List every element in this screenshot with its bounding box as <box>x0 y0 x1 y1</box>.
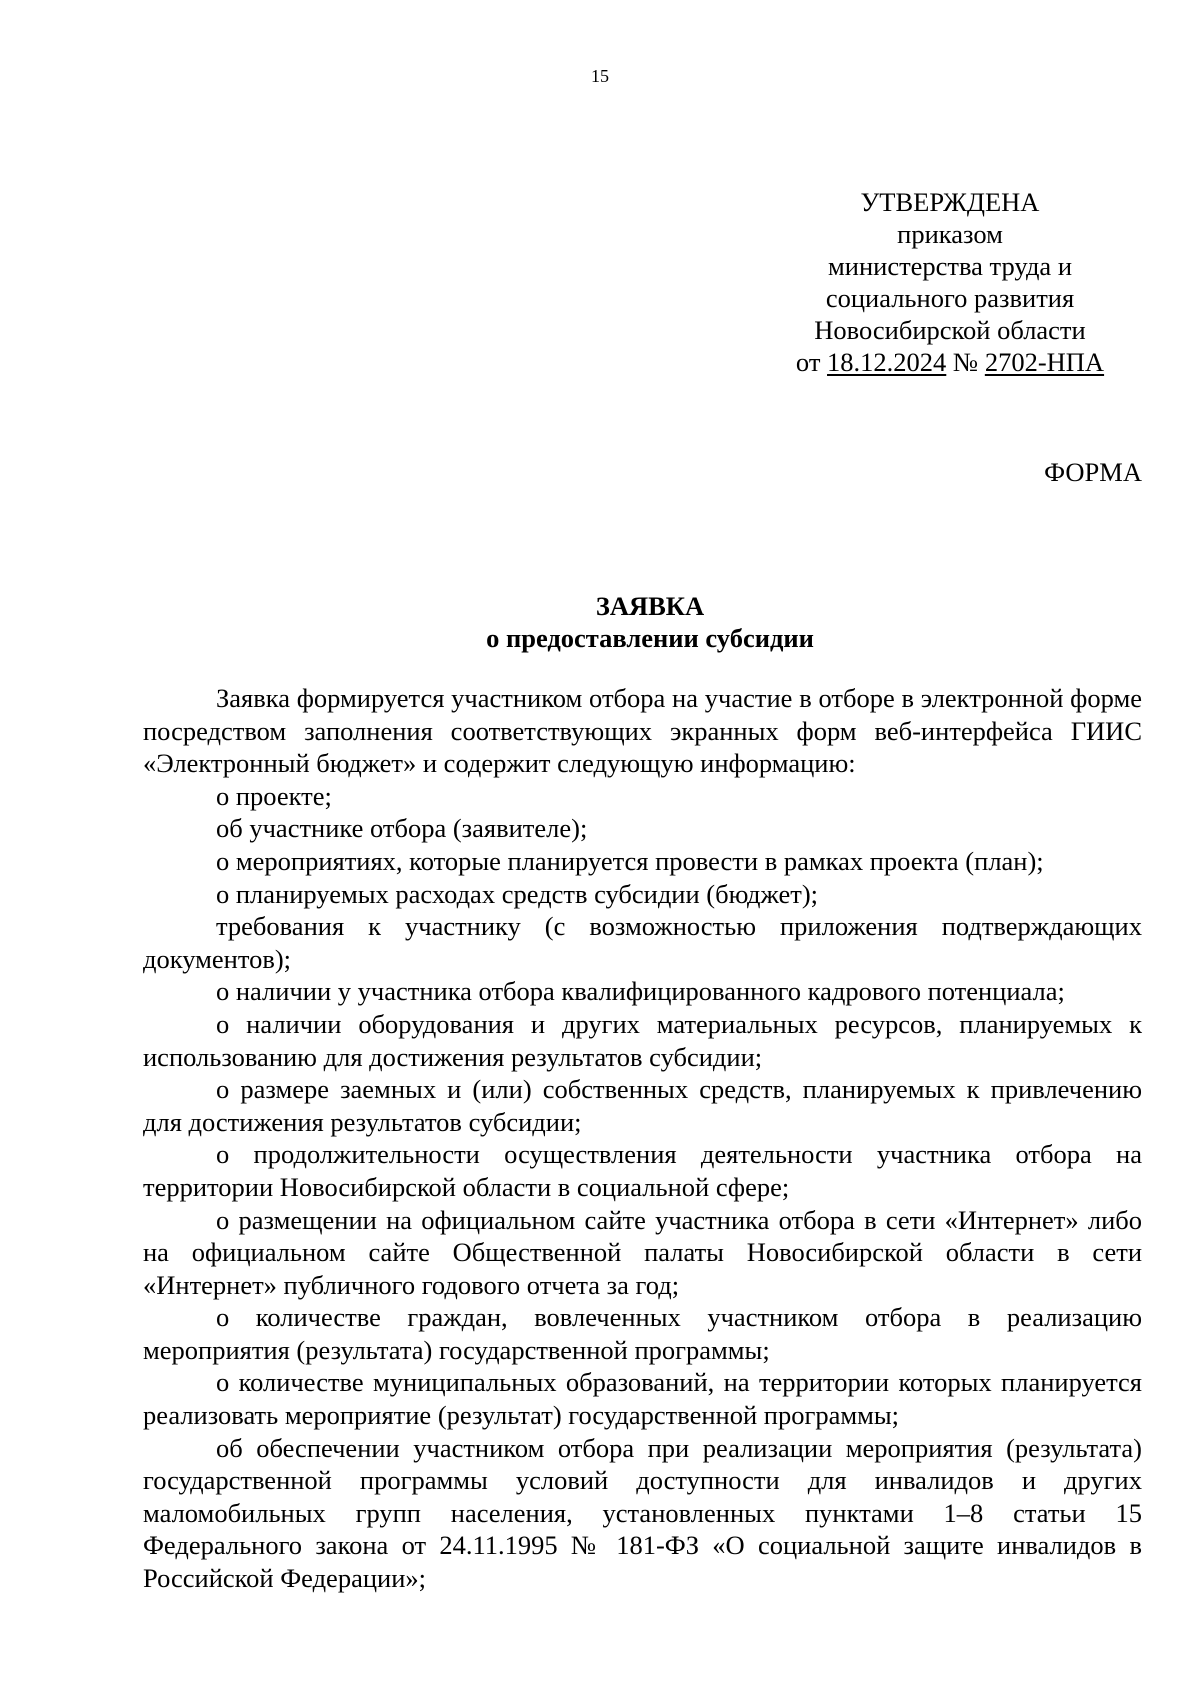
list-item: об участнике отбора (заявителе); <box>216 813 588 844</box>
list-item: о наличии оборудования и других материальных ресурсов, планируемых к использованию для достижения результатов субсидии; <box>143 1008 1142 1072</box>
approval-number: 2702-НПА <box>984 347 1105 377</box>
approval-status: УТВЕРЖДЕНА <box>860 187 1040 217</box>
page-number: 15 <box>591 66 609 86</box>
list-item: о продолжительности осуществления деятельности участника отбора на территории Новосибирской области в социальной сфере; <box>143 1139 1142 1202</box>
approval-date: 18.12.2024 <box>827 347 947 377</box>
approval-number-sign: № <box>946 347 985 377</box>
list-item: о мероприятиях, которые планируется провести в рамках проекта (план); <box>216 845 1044 876</box>
list-item: о размещении на официальном сайте участника отбора в сети «Интернет» либо на официальном сайте Общественной палаты Новосибирской области в сети «Интернет» публичного годового отчета за год; <box>143 1204 1142 1300</box>
approval-date-prefix: от <box>795 347 828 377</box>
list-item: о планируемых расходах средств субсидии (бюджет); <box>216 878 819 909</box>
list-item: об обеспечении участником отбора при реализации мероприятия (результата) государственной программы условий доступности для инвалидов и других маломобильных групп населения, установленных пунктами 1–8 статьи 15 Федерального закона от 24.11.1995 № 181-ФЗ «О социальной защите инвалидов в Российской Федерации»; <box>143 1432 1142 1594</box>
list-item: о количестве муниципальных образований, на территории которых планируется реализовать мероприятие (результат) государственной программы; <box>143 1367 1142 1431</box>
approval-line-social: социального развития <box>825 283 1075 313</box>
title-subheading: о предоставлении субсидии <box>486 623 814 653</box>
document-body <box>143 682 1142 1595</box>
approval-date-line <box>780 346 1120 378</box>
list-item: требования к участнику (с возможностью приложения подтверждающих документов); <box>143 911 1142 974</box>
list-item: о размере заемных и (или) собственных средств, планируемых к привлечению для достижения результатов субсидии; <box>143 1074 1142 1137</box>
paragraph-intro: Заявка формируется участником отбора на участие в отборе в электронной форме посредством заполнения соответствующих экранных форм веб-интерфейса ГИИС «Электронный бюджет» и содержит следующую информацию: <box>143 683 1142 779</box>
approval-line-region: Новосибирской области <box>814 315 1086 345</box>
approval-line-ministry: министерства труда и <box>828 251 1072 281</box>
form-label: ФОРМА <box>1044 457 1142 487</box>
approval-line-order: приказом <box>897 219 1003 249</box>
document-title <box>0 590 1200 654</box>
list-item: о наличии у участника отбора квалифицированного кадрового потенциала; <box>216 976 1065 1007</box>
approval-stamp-block <box>780 186 1120 378</box>
list-item: о проекте; <box>216 780 332 811</box>
title-heading: ЗАЯВКА <box>595 591 705 621</box>
list-item: о количестве граждан, вовлеченных участником отбора в реализацию мероприятия (результата) государственной программы; <box>143 1302 1142 1365</box>
